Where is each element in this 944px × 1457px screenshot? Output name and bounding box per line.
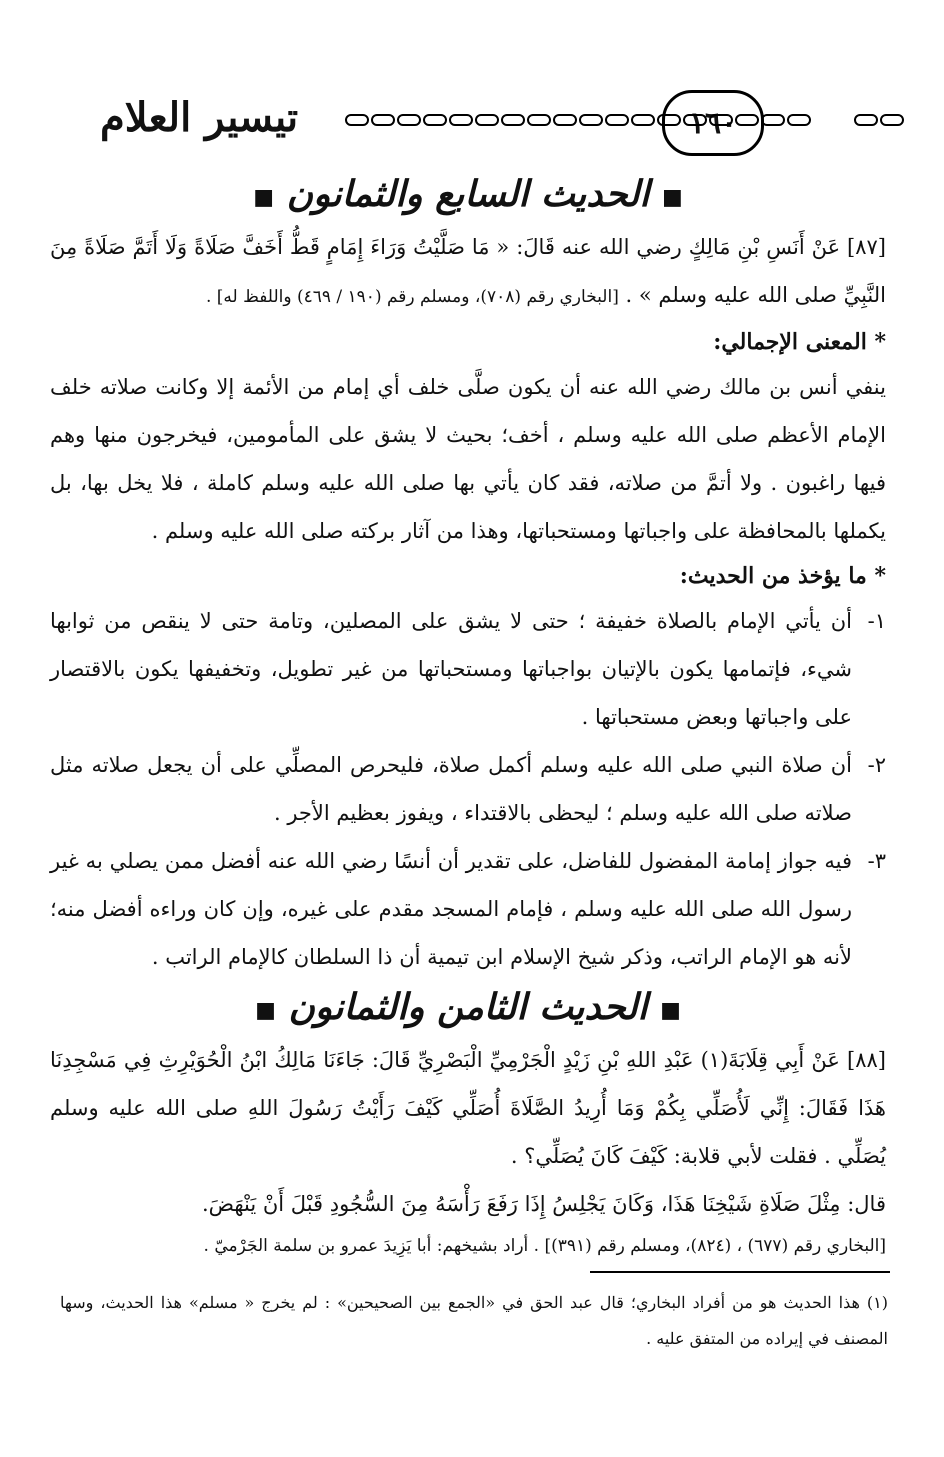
lesson-item: ٣- فيه جواز إمامة المفضول للفاضل، على تقدير أن أنسًا رضي الله عنه أفضل ممن يصلي به غير رسول الله صلى الله عليه وسلم ، فإمام المسجد مقدم على غيره، وإن كان وراءه أفضل منه؛ لأنه هو الإمام الراتب، وذكر شيخ الإسلام ابن تيمية أن ذا السلطان كالإمام الراتب . [50,849,886,969]
square-icon: ■ [253,184,275,210]
lessons-heading: * ما يؤخذ من الحديث: [679,563,886,589]
book-title: تيسير العلام [100,94,299,141]
page-number: ١٦٠ [662,90,764,156]
square-icon: ■ [660,997,681,1023]
page-header [90,88,904,160]
ornament-chain [345,114,815,134]
meaning-text: ينفي أنس بن مالك رضي الله عنه أن يكون صلَّى خلف أي إمام من الأئمة إلا وكانت صلاته خلف الإمام الأعظم صلى الله عليه وسلم ، أخف؛ بحيث لا يشق على المأمومين، فيخرجون منها وهم فيها راغبون . ولا أتمَّ من صلاته، فقد كان يأتي بها صلى الله عليه وسلم كاملة ، فلا يخل بها، بل يكملها بالمحافظة على واجباتها ومستحباتها، وهذا من آثار بركته صلى الله عليه وسلم . [50,375,886,543]
hadith-88-citation: [البخاري رقم (٦٧٧) ، (٨٢٤)، ومسلم رقم (٣٩١)] . أراد بشيخهم: أبا يَزِيدَ عمرو بن سلمة الجَرْميّ . [203,1236,886,1256]
meaning-heading: * المعنى الإجمالي: [713,329,886,355]
ornament-small [854,114,904,126]
hadith-87-citation: [البخاري رقم (٧٠٨)، ومسلم رقم (١٩٠ / ٤٦٩) واللفظ له] . [205,287,619,307]
footnotes [60,1285,888,1357]
page-content [50,168,886,1264]
footnote-1: (١) هذا الحديث هو من أفراد البخاري؛ قال عبد الحق في «الجمع بين الصحيحين» : لم يخرج « مسلم» هذا الحديث، وسها المصنف في إيراده من المتفق عليه . [60,1293,889,1348]
lesson-item: ١- أن يأتي الإمام بالصلاة خفيفة ؛ حتى لا يشق على المصلين، وتامة حتى لا ينقص من ثوابها شيء، فإتمامها يكون بالإتيان بواجباتها ومستحباتها من غير تطويل، وتخفيفها يكون بالاقتصار على واجباتها وبعض مستحباتها . [50,609,886,729]
hadith-88-text-continued: قال: مِثْلَ صَلَاةِ شَيْخِنَا هَذَا، وَكَانَ يَجْلِسُ إِذَا رَفَعَ رَأْسَهُ مِنَ السُّجُودِ قَبْلَ أَنْ يَنْهَضَ. [201,1192,886,1216]
hadith-88-title: ■ الحديث الثامن والثمانون ■ [255,986,681,1028]
hadith-87-title: ■ الحديث السابع والثمانون ■ [253,173,683,215]
hadith-88-text: [٨٨] عَنْ أَبِي قِلَابَةَ(١) عَبْدِ اللهِ بْنِ زَيْدٍ الْجَرْمِيِّ الْبَصْرِيِّ قَالَ: جَاءَنَا مَالِكُ ابْنُ الْحُوَيْرِثِ فِي مَسْجِدِنَا هَذَا فَقَالَ: إِنِّي لَأُصَلِّي بِكُمْ وَمَا أُرِيدُ الصَّلَاةَ أُصَلِّي كَيْفَ رَأَيْتُ رَسُولَ اللهِ صلى الله عليه وسلم يُصَلِّي . فقلت لأبي قلابة: كَيْفَ كَانَ يُصَلِّي؟ . [50,1048,886,1168]
footnote-divider [590,1271,890,1273]
square-icon: ■ [255,997,276,1023]
square-icon: ■ [661,184,683,210]
hadith-87-text: [٨٧] عَنْ أَنَسِ بْنِ مَالِكٍ رضي الله عنه قَالَ: « مَا صَلَّيْتُ وَرَاءَ إِمَامٍ قَطُّ أَخَفَّ صَلَاةً وَلَا أَتَمَّ صَلَاةً مِنَ النَّبِيِّ صلى الله عليه وسلم » . [البخاري رقم (٧٠٨)، ومسلم رقم (١٩٠ / ٤٦٩) واللفظ له] . [50,235,886,307]
lesson-item: ٢- أن صلاة النبي صلى الله عليه وسلم أكمل صلاة، فليحرص المصلِّي على أن يجعل صلاته مثل صلاته صلى الله عليه وسلم ؛ ليحظى بالاقتداء ، ويفوز بعظيم الأجر . [50,753,886,825]
